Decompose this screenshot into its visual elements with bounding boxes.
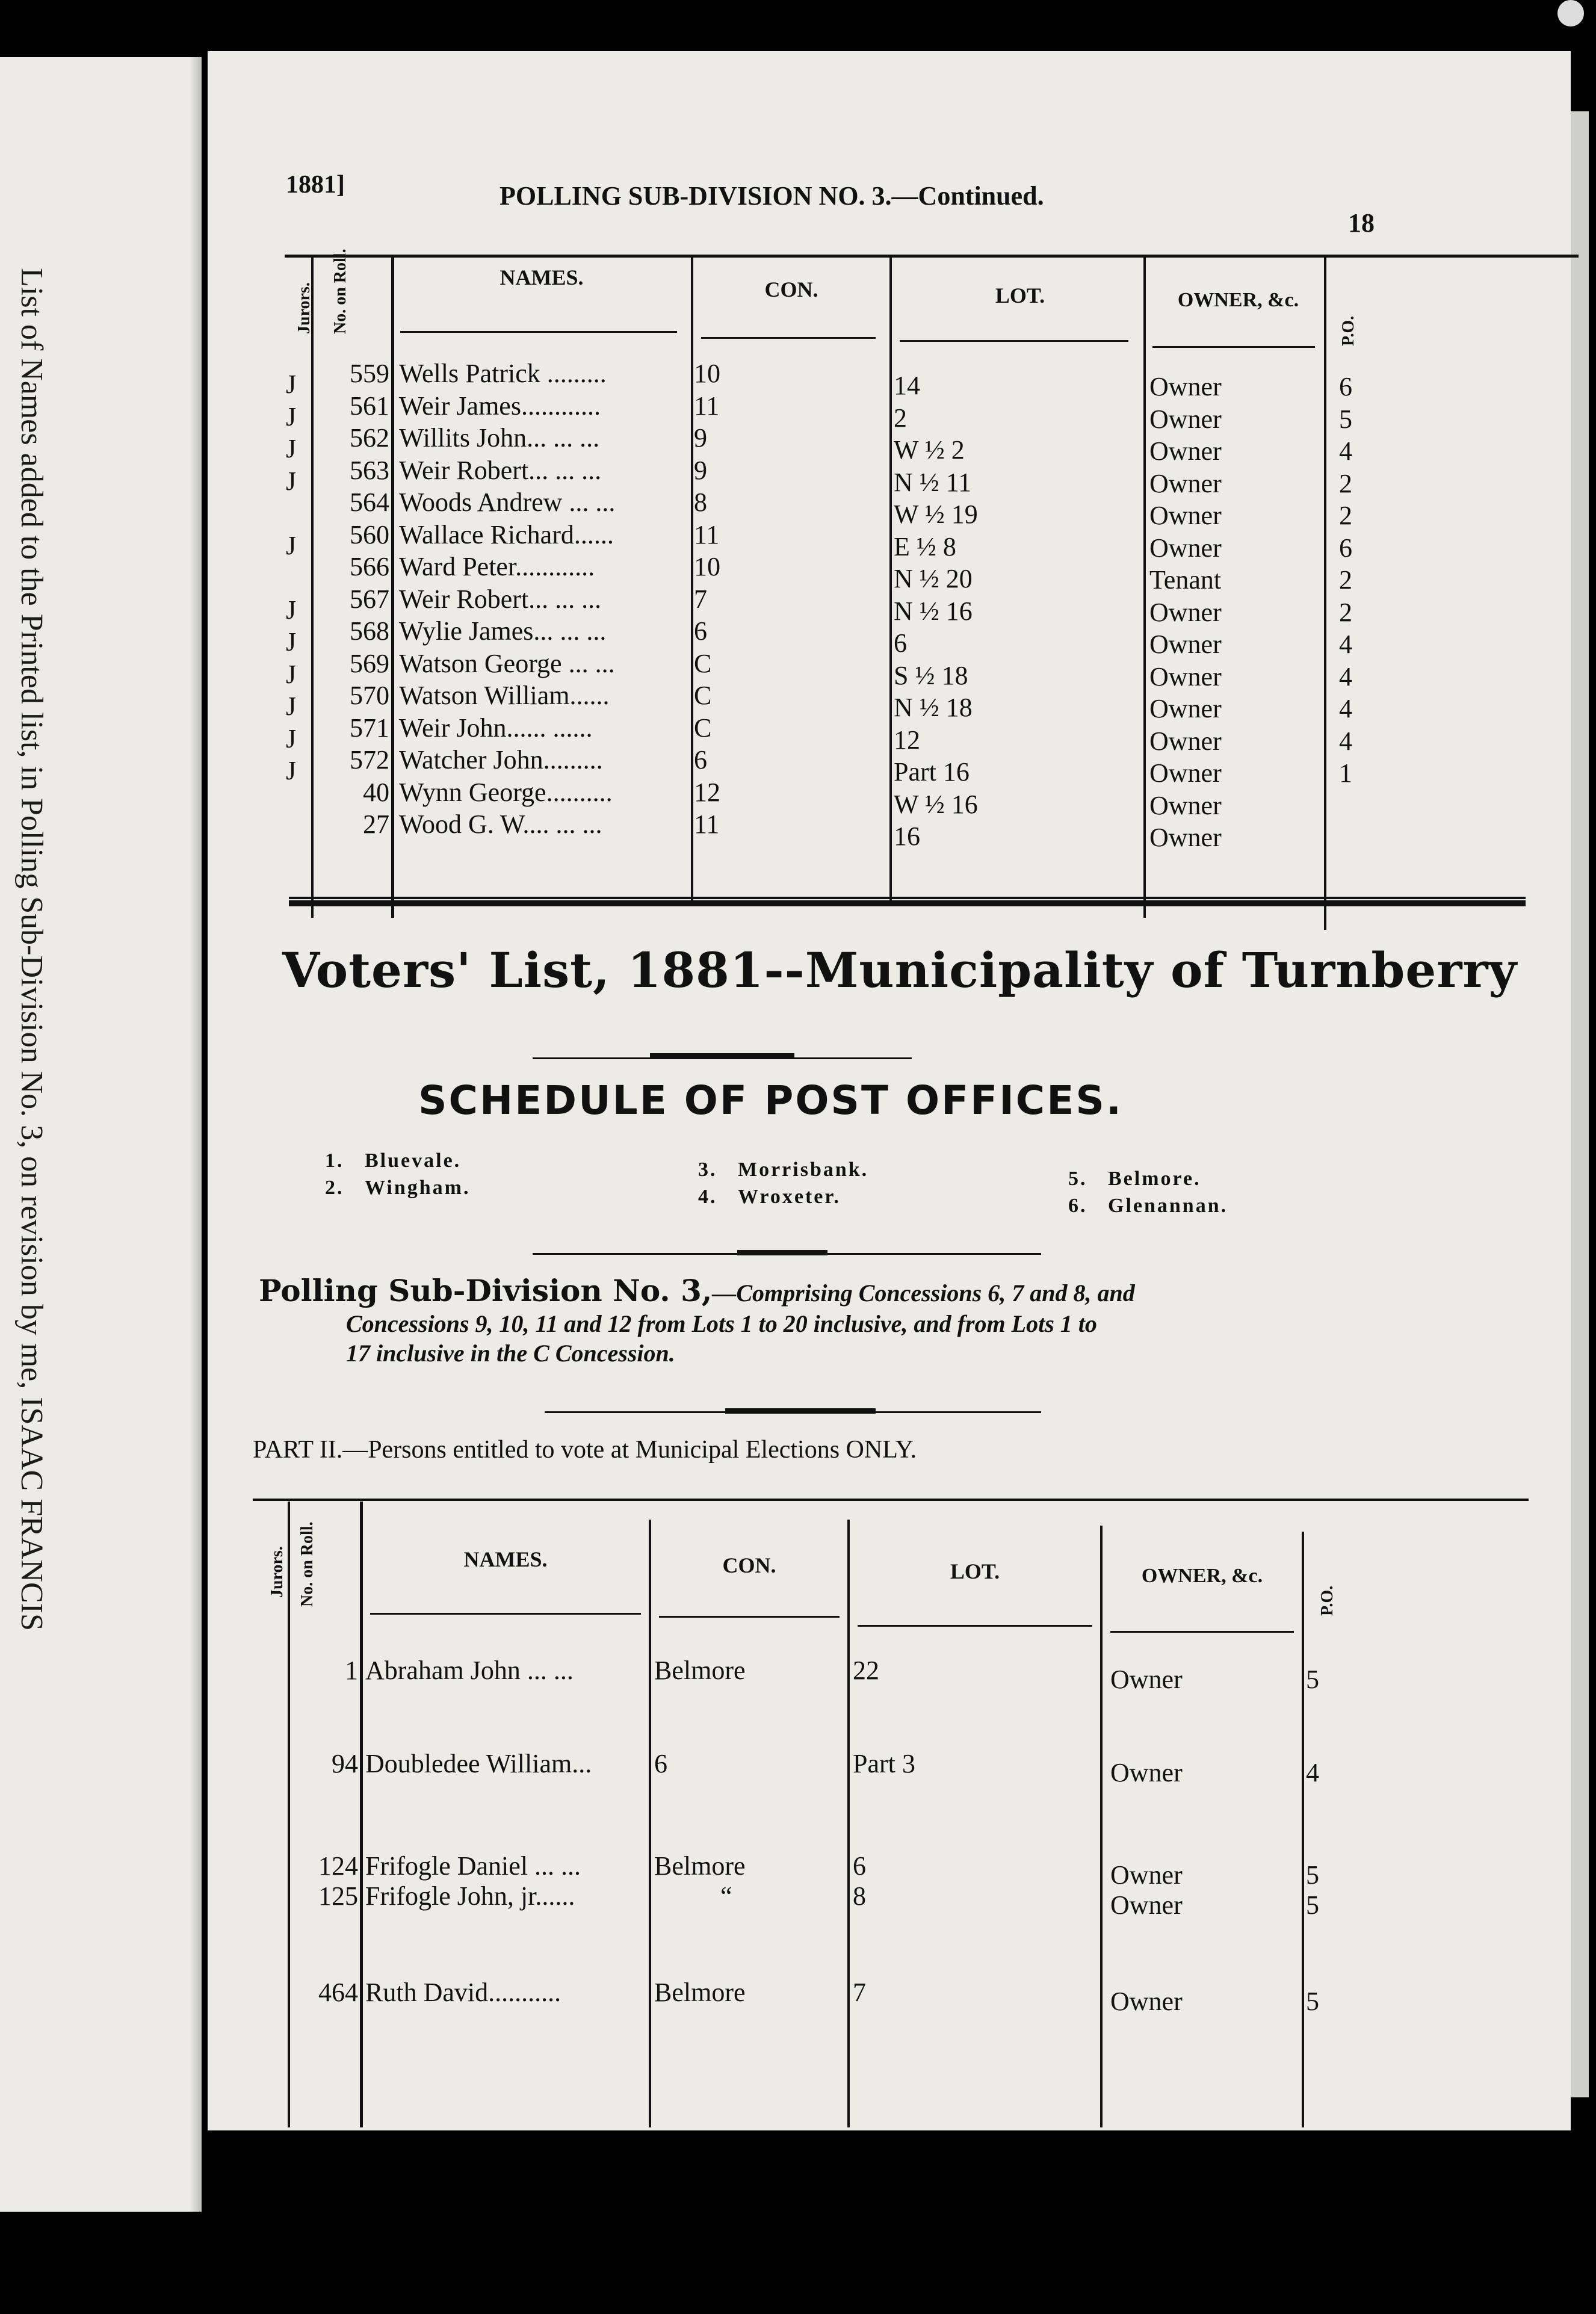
post-office: 2 [1339, 565, 1352, 595]
post-office: 4 [1339, 661, 1352, 691]
owner-status: Owner [1110, 1758, 1183, 1787]
lot: W ½ 16 [894, 789, 978, 819]
polling-desc-line: Concessions 9, 10, 11 and 12 from Lots 1 to 20 inclusive, and from Lots 1 to [346, 1310, 1097, 1337]
concession: 10 [694, 552, 720, 581]
table-row [208, 809, 1571, 852]
table-row [208, 1851, 1571, 1890]
owner-status: Tenant [1149, 565, 1222, 595]
page-gutter [190, 57, 202, 2212]
ornament-rule [737, 1250, 827, 1255]
roll-number: 572 [350, 745, 389, 775]
col-jurors-header: Jurors. [295, 282, 314, 334]
owner-status: Owner [1110, 1665, 1183, 1694]
concession: 6 [694, 745, 707, 775]
juror-mark: J [286, 370, 297, 399]
table-row [208, 680, 1571, 723]
post-office: 5 [1306, 1860, 1319, 1890]
roll-number: 125 [318, 1881, 358, 1911]
post-office: 4 [1339, 630, 1352, 659]
lot: N ½ 16 [894, 596, 973, 626]
table-row [208, 455, 1571, 498]
col-po-header: P.O. [1339, 315, 1358, 346]
post-office: 6 [1339, 533, 1352, 563]
post-office: 6 [1339, 372, 1352, 401]
concession: 8 [694, 487, 707, 517]
owner-status: Owner [1149, 726, 1222, 756]
left-facing-page [0, 57, 202, 2212]
lot: 12 [894, 725, 920, 755]
main-page [208, 51, 1571, 2130]
part2-heading: PART II.—Persons entitled to vote at Municipal Elections ONLY. [253, 1436, 917, 1464]
roll-number: 568 [350, 616, 389, 646]
page-edge [1571, 111, 1589, 2097]
post-office: 4 [1306, 1758, 1319, 1787]
roll-number: 562 [350, 423, 389, 453]
table-row [208, 713, 1571, 756]
table1-head-rule [900, 340, 1128, 342]
table-row [208, 777, 1571, 820]
col-lot-header: LOT. [950, 1559, 1000, 1583]
post-office: 4 [1339, 694, 1352, 723]
ornament-rule [725, 1408, 876, 1414]
lot: N ½ 11 [894, 467, 972, 497]
voter-name: Wylie James... ... ... [399, 616, 607, 646]
col-con-header: CON. [722, 1553, 776, 1577]
post-office: 1 [1339, 758, 1352, 788]
voter-name: Wallace Richard...... [399, 519, 614, 549]
roll-number: 560 [350, 519, 389, 549]
table-row [208, 744, 1571, 788]
juror-mark: J [286, 691, 297, 721]
owner-status: Owner [1149, 758, 1222, 788]
voter-name: Wells Patrick ......... [399, 359, 607, 388]
juror-mark: J [286, 756, 297, 785]
heavy-rule [289, 900, 1526, 906]
post-office: 2 [1339, 597, 1352, 627]
voter-name: Frifogle Daniel ... ... [365, 1851, 581, 1881]
owner-status: Owner [1110, 1890, 1183, 1920]
concession: Belmore [654, 1978, 746, 2007]
table-row [208, 1748, 1571, 1787]
owner-status: Owner [1149, 501, 1222, 530]
table-row [208, 391, 1571, 434]
lot: 16 [894, 821, 920, 851]
lot: Part 16 [894, 757, 970, 787]
lot: 6 [894, 628, 907, 658]
table-row [208, 422, 1571, 466]
voter-name: Wood G. W.... ... ... [399, 809, 602, 839]
lot: N ½ 20 [894, 564, 973, 593]
roll-number: 569 [350, 648, 389, 678]
col-owner-header: OWNER, &c. [1141, 1565, 1263, 1587]
concession: Belmore [654, 1851, 746, 1881]
post-office: 5 [1306, 1890, 1319, 1920]
lot: 6 [853, 1851, 866, 1881]
lot: N ½ 18 [894, 693, 973, 722]
owner-status: Owner [1149, 597, 1222, 627]
ornament-rule [650, 1053, 794, 1059]
polling-description [259, 1273, 1559, 1367]
concession: 11 [694, 809, 720, 839]
juror-mark: J [286, 723, 297, 753]
lot: 2 [894, 403, 907, 433]
roll-number: 571 [350, 713, 389, 743]
table2-top-rule [253, 1499, 1529, 1501]
voter-name: Watson William...... [399, 681, 610, 710]
col-names-header: NAMES. [500, 265, 584, 289]
concession: 6 [694, 616, 707, 646]
post-office: 5 [1306, 1665, 1319, 1694]
roll-number: 124 [318, 1851, 358, 1881]
roll-number: 563 [350, 455, 389, 485]
juror-mark: J [286, 401, 297, 432]
concession: 9 [694, 455, 707, 485]
post-office-item: 3. Morrisbank. [698, 1159, 869, 1181]
col-owner-header: OWNER, &c. [1177, 289, 1299, 311]
table-row [208, 1655, 1571, 1694]
concession: Belmore [654, 1656, 746, 1685]
owner-status: Owner [1149, 436, 1222, 466]
owner-status: Owner [1110, 1987, 1183, 2016]
col-con-header: CON. [764, 277, 818, 302]
roll-number: 564 [350, 487, 389, 517]
table2-col-sep [847, 1520, 850, 2127]
post-office: 5 [1339, 404, 1352, 434]
voter-name: Weir James............ [399, 391, 601, 421]
owner-status: Owner [1149, 630, 1222, 659]
table-row [208, 648, 1571, 691]
lot: Part 3 [853, 1749, 915, 1778]
post-office: 2 [1339, 468, 1352, 498]
voter-name: Abraham John ... ... [365, 1656, 574, 1685]
post-office-item: 1. Bluevale. [325, 1149, 462, 1172]
voter-name: Doubledee William... [365, 1749, 592, 1778]
concession: 12 [694, 777, 720, 807]
heavy-rule [289, 897, 1526, 899]
spine-text: List of Names added to the Printed list, in Polling Sub-Division No. 3, on revision by me, ISAAC FRANCIS [14, 268, 49, 1631]
table-row [208, 487, 1571, 530]
voter-name: Weir Robert... ... ... [399, 455, 602, 485]
table-row [208, 358, 1571, 401]
table2-col-sep [1100, 1526, 1103, 2127]
voters-list-title: Voters' List, 1881--Municipality of Turnberry [282, 942, 1517, 998]
concession: C [694, 648, 712, 678]
juror-mark: J [286, 627, 297, 657]
juror-mark: J [286, 659, 297, 689]
post-office: 2 [1339, 501, 1352, 530]
voter-name: Frifogle John, jr...... [365, 1881, 575, 1911]
table1-top-rule [285, 255, 1579, 258]
lot: W ½ 19 [894, 500, 978, 529]
roll-number: 27 [363, 809, 389, 839]
table-row [208, 1881, 1571, 1920]
table1-head-rule [701, 337, 876, 339]
header-year: 1881] [286, 171, 345, 199]
polling-desc-line: —Comprising Concessions 6, 7 and 8, and [712, 1279, 1135, 1307]
post-office-item: 6. Glenannan. [1068, 1195, 1228, 1217]
page-number: 18 [1348, 208, 1375, 238]
col-names-header: NAMES. [463, 1547, 548, 1571]
voter-name: Weir Robert... ... ... [399, 584, 602, 614]
roll-number: 566 [350, 552, 389, 581]
corner-mark [1557, 0, 1584, 26]
owner-status: Owner [1149, 372, 1222, 401]
table1-head-rule [1152, 346, 1315, 348]
post-office-item: 5. Belmore. [1068, 1168, 1201, 1190]
voter-name: Watcher John......... [399, 745, 603, 775]
roll-number: 567 [350, 584, 389, 614]
lot: W ½ 2 [894, 435, 965, 465]
table2-col-sep [649, 1520, 651, 2127]
juror-mark: J [286, 434, 297, 463]
polling-desc-line: 17 inclusive in the C Concession. [346, 1340, 675, 1367]
owner-status: Owner [1149, 468, 1222, 498]
table1-head-rule [400, 331, 677, 333]
lot: E ½ 8 [894, 531, 956, 561]
lot: 8 [853, 1881, 866, 1911]
table-row [208, 551, 1571, 595]
roll-number: 94 [332, 1749, 358, 1778]
concession: 7 [694, 584, 707, 614]
polling-title: Polling Sub-Division No. 3, [259, 1273, 713, 1308]
concession: 11 [694, 519, 720, 549]
lot: 7 [853, 1978, 866, 2007]
table2-col-sep [1302, 1532, 1304, 2127]
owner-status: Owner [1149, 404, 1222, 434]
roll-number: 40 [363, 777, 389, 807]
col-roll-header: No. on Roll. [331, 249, 350, 334]
voter-name: Watson George ... ... [399, 648, 615, 678]
col-roll-header: No. on Roll. [298, 1521, 317, 1607]
concession: 6 [654, 1749, 667, 1778]
owner-status: Owner [1110, 1860, 1183, 1890]
roll-number: 1 [345, 1656, 358, 1685]
owner-status: Owner [1149, 661, 1222, 691]
concession: C [694, 681, 712, 710]
owner-status: Owner [1149, 694, 1222, 723]
table-row [208, 1977, 1571, 2016]
concession: C [694, 713, 712, 743]
post-office: 4 [1339, 436, 1352, 466]
table2-head-rule [1110, 1631, 1294, 1633]
table2-head-rule [659, 1616, 840, 1618]
table2-head-rule [370, 1613, 641, 1615]
lot: 22 [853, 1656, 879, 1685]
col-po-header: P.O. [1318, 1585, 1337, 1616]
lot: 14 [894, 371, 920, 400]
roll-number: 561 [350, 391, 389, 421]
roll-number: 570 [350, 681, 389, 710]
post-office-item: 4. Wroxeter. [698, 1186, 841, 1208]
table2-col-sep [288, 1502, 290, 2127]
concession: 11 [694, 391, 720, 421]
concession: 10 [694, 359, 720, 388]
voter-name: Ward Peter............ [399, 552, 595, 581]
schedule-title: SCHEDULE OF POST OFFICES. [418, 1077, 1123, 1124]
juror-mark: J [286, 466, 297, 496]
owner-status: Owner [1149, 790, 1222, 820]
col-jurors-header: Jurors. [268, 1546, 286, 1598]
voter-name: Ruth David........... [365, 1978, 561, 2007]
post-office: 4 [1339, 726, 1352, 756]
voter-name: Willits John... ... ... [399, 423, 600, 453]
table-row [208, 519, 1571, 563]
lot: S ½ 18 [894, 660, 968, 690]
table-row [208, 584, 1571, 627]
table2-col-sep [360, 1502, 363, 2127]
voter-name: Wynn George.......... [399, 777, 613, 807]
table2-head-rule [858, 1625, 1092, 1627]
table-row [208, 616, 1571, 659]
post-office: 5 [1306, 1987, 1319, 2016]
juror-mark: J [286, 530, 297, 560]
header-title: POLLING SUB-DIVISION NO. 3.—Continued. [500, 181, 1044, 211]
col-lot-header: LOT. [995, 283, 1045, 308]
roll-number: 464 [318, 1978, 358, 2007]
post-office-item: 2. Wingham. [325, 1177, 471, 1199]
owner-status: Owner [1149, 823, 1222, 852]
juror-mark: J [286, 595, 297, 625]
roll-number: 559 [350, 359, 389, 388]
concession: “ [720, 1881, 732, 1911]
voter-name: Woods Andrew ... ... [399, 487, 616, 517]
voter-name: Weir John...... ...... [399, 713, 593, 743]
owner-status: Owner [1149, 533, 1222, 563]
concession: 9 [694, 423, 707, 453]
